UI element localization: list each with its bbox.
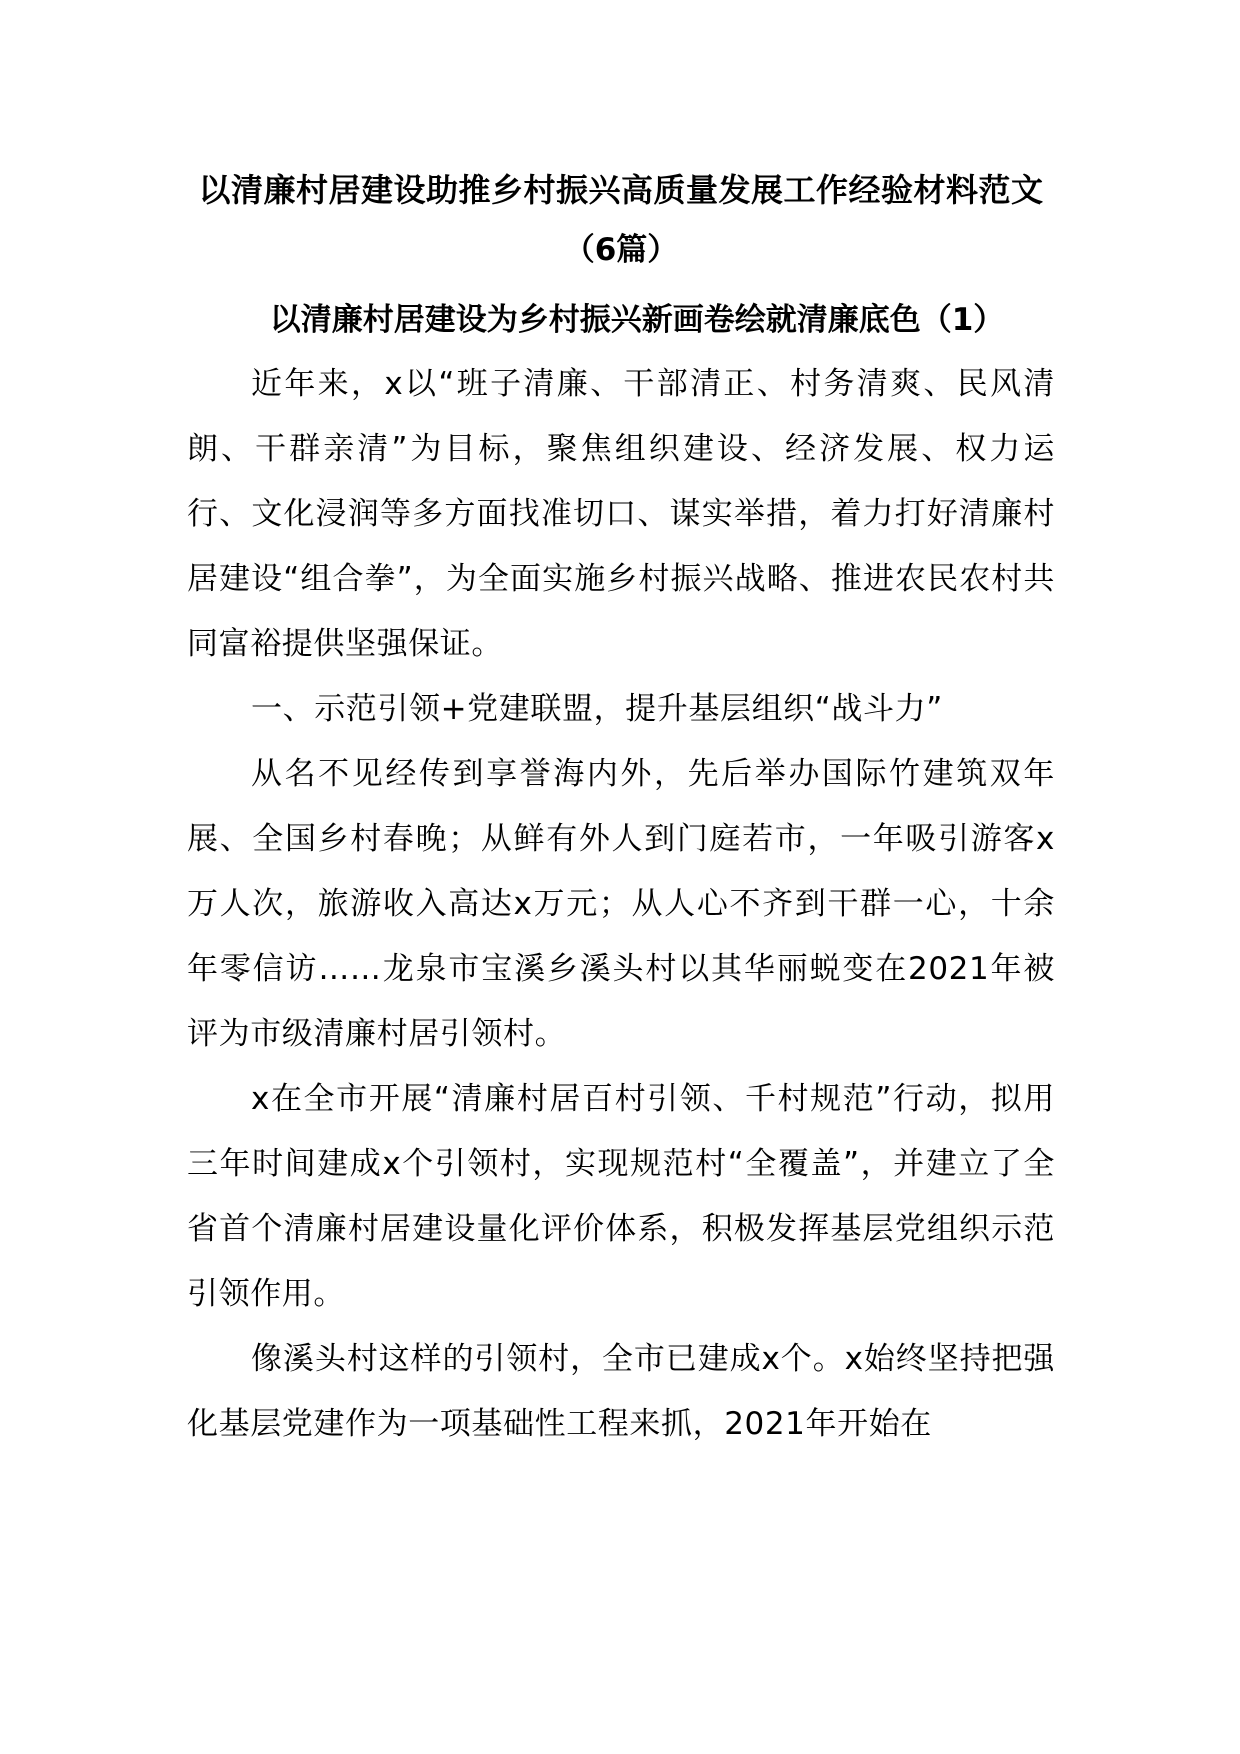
section-heading: 一、示范引领+党建联盟，提升基层组织“战斗力” <box>251 691 943 727</box>
article-count: （6篇） <box>563 232 679 268</box>
paragraph: 像溪头村这样的引领村，全市已建成x个。x始终坚持把强化基层党建作为一项基础性工程来抓，2021年开始在 <box>187 1341 1055 1442</box>
paragraph-intro: 近年来，x以“班子清廉、干部清正、村务清爽、民风清朗、干群亲清”为目标，聚焦组织建设、经济发展、权力运行、文化浸润等多方面找准切口、谋实举措，着力打好清廉村居建设“组合拳”，为全面实施乡村振兴战略、推进农民农村共同富裕提供坚强保证。 <box>187 366 1055 662</box>
paragraph: x在全市开展“清廉村居百村引领、千村规范”行动，拟用三年时间建成x个引领村，实现规范村“全覆盖”，并建立了全省首个清廉村居建设量化评价体系，积极发挥基层党组织示范引领作用。 <box>187 1081 1055 1312</box>
article-subtitle: 以清廉村居建设为乡村振兴新画卷绘就清廉底色（1） <box>269 302 1005 338</box>
document-body <box>187 158 1055 1457</box>
document-title: 以清廉村居建设助推乡村振兴高质量发展工作经验材料范文 <box>198 171 1044 209</box>
paragraph: 从名不见经传到享誉海内外，先后举办国际竹建筑双年展、全国乡村春晚；从鲜有外人到门庭若市，一年吸引游客x万人次，旅游收入高达x万元；从人心不齐到干群一心，十余年零信访……龙泉市宝溪乡溪头村以其华丽蜕变在2021年被评为市级清廉村居引领村。 <box>187 756 1055 1052</box>
